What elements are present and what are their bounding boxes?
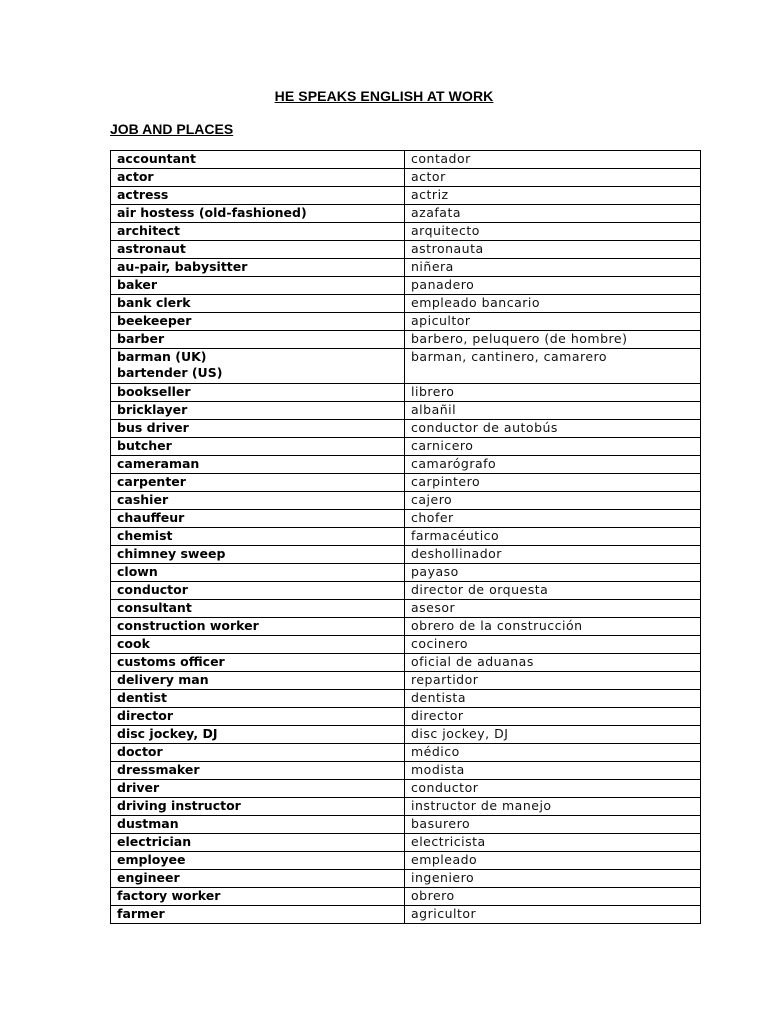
- table-row: [111, 331, 701, 349]
- spanish-translation: empleado: [405, 852, 701, 870]
- english-term-alt: bartender (US): [117, 365, 223, 380]
- table-row: [111, 834, 701, 852]
- english-term: bank clerk: [117, 295, 191, 310]
- table-row: [111, 870, 701, 888]
- english-term: bus driver: [117, 420, 189, 435]
- table-row: [111, 528, 701, 546]
- english-term-cell: [111, 295, 405, 313]
- english-term-cell: [111, 582, 405, 600]
- english-term-cell: [111, 708, 405, 726]
- table-row: [111, 492, 701, 510]
- document-title: HE SPEAKS ENGLISH AT WORK: [274, 88, 494, 104]
- spanish-translation: empleado bancario: [405, 295, 701, 313]
- table-row: [111, 780, 701, 798]
- english-term-cell: [111, 474, 405, 492]
- english-term-cell: [111, 402, 405, 420]
- spanish-translation: asesor: [405, 600, 701, 618]
- english-term-cell: [111, 654, 405, 672]
- table-row: [111, 906, 701, 924]
- english-term: cook: [117, 636, 150, 651]
- english-term: architect: [117, 223, 181, 238]
- spanish-translation: actor: [405, 169, 701, 187]
- table-row: [111, 726, 701, 744]
- english-term-cell: [111, 456, 405, 474]
- spanish-translation: conductor de autobús: [405, 420, 701, 438]
- spanish-translation: médico: [405, 744, 701, 762]
- spanish-translation: basurero: [405, 816, 701, 834]
- spanish-translation: contador: [405, 151, 701, 169]
- spanish-translation: instructor de manejo: [405, 798, 701, 816]
- table-row: [111, 259, 701, 277]
- english-term: engineer: [117, 870, 180, 885]
- spanish-translation: carpintero: [405, 474, 701, 492]
- english-term-cell: [111, 744, 405, 762]
- english-term: construction worker: [117, 618, 259, 633]
- english-term: au-pair, babysitter: [117, 259, 248, 274]
- english-term: actress: [117, 187, 169, 202]
- english-term-cell: [111, 798, 405, 816]
- english-term-cell: [111, 438, 405, 456]
- table-row: [111, 582, 701, 600]
- table-row: [111, 852, 701, 870]
- spanish-translation: disc jockey, DJ: [405, 726, 701, 744]
- table-row: [111, 223, 701, 241]
- english-term-cell: [111, 618, 405, 636]
- spanish-translation: director de orquesta: [405, 582, 701, 600]
- english-term-cell: [111, 564, 405, 582]
- table-row: [111, 420, 701, 438]
- english-term: actor: [117, 169, 154, 184]
- table-row: [111, 564, 701, 582]
- english-term-cell: [111, 187, 405, 205]
- english-term: bookseller: [117, 384, 191, 399]
- section-heading: JOB AND PLACES: [110, 121, 234, 137]
- table-row: [111, 205, 701, 223]
- english-term-cell: [111, 420, 405, 438]
- english-term-cell: [111, 384, 405, 402]
- spanish-translation: chofer: [405, 510, 701, 528]
- spanish-translation: repartidor: [405, 672, 701, 690]
- english-term-cell: [111, 672, 405, 690]
- english-term-cell: [111, 834, 405, 852]
- english-term: doctor: [117, 744, 163, 759]
- english-term: butcher: [117, 438, 172, 453]
- english-term: chimney sweep: [117, 546, 226, 561]
- spanish-translation: panadero: [405, 277, 701, 295]
- english-term: bricklayer: [117, 402, 188, 417]
- english-term-cell: [111, 762, 405, 780]
- table-row: [111, 241, 701, 259]
- vocabulary-table: [110, 150, 701, 924]
- english-term-cell: [111, 528, 405, 546]
- spanish-translation: farmacéutico: [405, 528, 701, 546]
- english-term: clown: [117, 564, 158, 579]
- spanish-translation: ingeniero: [405, 870, 701, 888]
- spanish-translation: cocinero: [405, 636, 701, 654]
- table-row: [111, 888, 701, 906]
- english-term: factory worker: [117, 888, 221, 903]
- table-row: [111, 762, 701, 780]
- english-term-cell: [111, 169, 405, 187]
- english-term: electrician: [117, 834, 192, 849]
- table-row: [111, 349, 701, 384]
- table-row: [111, 151, 701, 169]
- table-row: [111, 672, 701, 690]
- english-term-cell: [111, 780, 405, 798]
- spanish-translation: barbero, peluquero (de hombre): [405, 331, 701, 349]
- english-term: astronaut: [117, 241, 186, 256]
- spanish-translation: director: [405, 708, 701, 726]
- english-term-cell: [111, 852, 405, 870]
- table-row: [111, 618, 701, 636]
- table-row: [111, 438, 701, 456]
- english-term: driver: [117, 780, 160, 795]
- table-row: [111, 402, 701, 420]
- english-term: employee: [117, 852, 186, 867]
- english-term-cell: [111, 331, 405, 349]
- spanish-translation: actriz: [405, 187, 701, 205]
- spanish-translation: electricista: [405, 834, 701, 852]
- english-term: chauffeur: [117, 510, 185, 525]
- table-row: [111, 654, 701, 672]
- english-term-cell: [111, 349, 405, 384]
- english-term-cell: [111, 816, 405, 834]
- english-term: conductor: [117, 582, 188, 597]
- english-term: barber: [117, 331, 165, 346]
- table-row: [111, 295, 701, 313]
- table-row: [111, 456, 701, 474]
- english-term: dustman: [117, 816, 179, 831]
- english-term-cell: [111, 241, 405, 259]
- spanish-translation: niñera: [405, 259, 701, 277]
- english-term: customs officer: [117, 654, 225, 669]
- spanish-translation: cajero: [405, 492, 701, 510]
- table-row: [111, 744, 701, 762]
- english-term-cell: [111, 870, 405, 888]
- english-term: barman (UK): [117, 349, 207, 364]
- english-term: carpenter: [117, 474, 186, 489]
- english-term: cameraman: [117, 456, 200, 471]
- table-row: [111, 546, 701, 564]
- english-term-cell: [111, 259, 405, 277]
- english-term-cell: [111, 492, 405, 510]
- vocabulary-table-body: [111, 151, 701, 924]
- english-term-cell: [111, 205, 405, 223]
- table-row: [111, 313, 701, 331]
- table-row: [111, 600, 701, 618]
- spanish-translation: dentista: [405, 690, 701, 708]
- english-term: dressmaker: [117, 762, 200, 777]
- table-row: [111, 510, 701, 528]
- spanish-translation: obrero de la construcción: [405, 618, 701, 636]
- table-row: [111, 798, 701, 816]
- english-term-cell: [111, 277, 405, 295]
- english-term-cell: [111, 510, 405, 528]
- spanish-translation: albañil: [405, 402, 701, 420]
- english-term: driving instructor: [117, 798, 241, 813]
- table-row: [111, 474, 701, 492]
- english-term-cell: [111, 546, 405, 564]
- english-term: director: [117, 708, 174, 723]
- english-term-cell: [111, 888, 405, 906]
- english-term-cell: [111, 690, 405, 708]
- spanish-translation: apicultor: [405, 313, 701, 331]
- table-row: [111, 384, 701, 402]
- table-row: [111, 708, 701, 726]
- english-term-cell: [111, 223, 405, 241]
- spanish-translation: carnicero: [405, 438, 701, 456]
- table-row: [111, 816, 701, 834]
- english-term: consultant: [117, 600, 192, 615]
- spanish-translation: obrero: [405, 888, 701, 906]
- english-term: air hostess (old-fashioned): [117, 205, 307, 220]
- english-term: cashier: [117, 492, 169, 507]
- table-row: [111, 169, 701, 187]
- spanish-translation: deshollinador: [405, 546, 701, 564]
- english-term-cell: [111, 313, 405, 331]
- spanish-translation: payaso: [405, 564, 701, 582]
- table-row: [111, 636, 701, 654]
- english-term: farmer: [117, 906, 165, 921]
- english-term: accountant: [117, 151, 196, 166]
- spanish-translation: conductor: [405, 780, 701, 798]
- spanish-translation: oficial de aduanas: [405, 654, 701, 672]
- english-term: beekeeper: [117, 313, 192, 328]
- spanish-translation: arquitecto: [405, 223, 701, 241]
- english-term-cell: [111, 906, 405, 924]
- table-row: [111, 277, 701, 295]
- english-term-cell: [111, 726, 405, 744]
- spanish-translation: azafata: [405, 205, 701, 223]
- english-term: dentist: [117, 690, 167, 705]
- spanish-translation: camarógrafo: [405, 456, 701, 474]
- spanish-translation: librero: [405, 384, 701, 402]
- spanish-translation: modista: [405, 762, 701, 780]
- english-term: delivery man: [117, 672, 209, 687]
- english-term: chemist: [117, 528, 173, 543]
- english-term-cell: [111, 636, 405, 654]
- spanish-translation: agricultor: [405, 906, 701, 924]
- table-row: [111, 187, 701, 205]
- spanish-translation: barman, cantinero, camarero: [405, 349, 701, 384]
- english-term: baker: [117, 277, 158, 292]
- english-term: disc jockey, DJ: [117, 726, 218, 741]
- english-term-cell: [111, 600, 405, 618]
- spanish-translation: astronauta: [405, 241, 701, 259]
- table-row: [111, 690, 701, 708]
- english-term-cell: [111, 151, 405, 169]
